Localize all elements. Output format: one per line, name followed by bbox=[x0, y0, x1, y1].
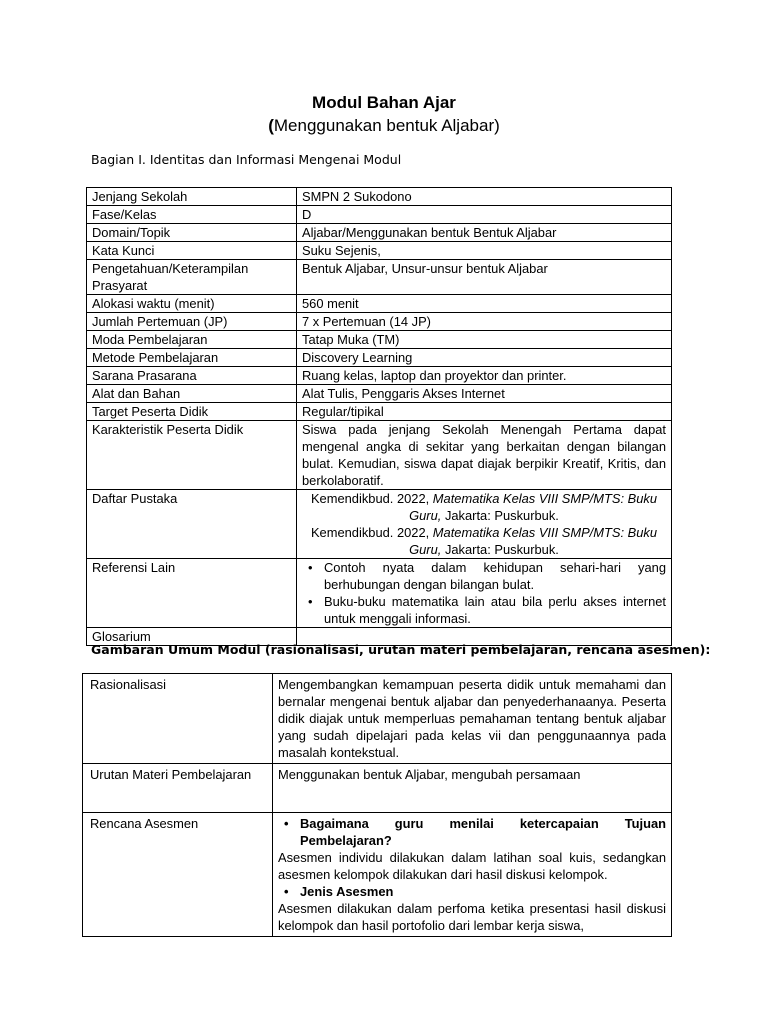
row-label: Kata Kunci bbox=[87, 242, 297, 260]
reference-publisher: Jakarta: Puskurbuk. bbox=[441, 508, 559, 523]
table-row bbox=[87, 403, 672, 421]
table-row bbox=[87, 421, 672, 490]
bullet-icon: • bbox=[284, 884, 289, 899]
section-heading-overview: Gambaran Umum Modul (rasionalisasi, urutan materi pembelajaran, rencana asesmen): bbox=[91, 642, 711, 657]
list-item bbox=[302, 559, 666, 593]
assessment-question: Bagaimana guru menilai ketercapaian Tujuan Pembelajaran? bbox=[300, 816, 666, 848]
reference-item bbox=[302, 524, 666, 558]
assessment-answer: Asesmen individu dilakukan dalam latihan soal kuis, sedangkan asesmen kelompok dilakukan dari hasil diskusi kelompok. bbox=[278, 850, 666, 882]
row-value: Suku Sejenis, bbox=[297, 242, 672, 260]
reference-item bbox=[302, 490, 666, 524]
row-label: Metode Pembelajaran bbox=[87, 349, 297, 367]
table-row bbox=[87, 224, 672, 242]
document-title: Modul Bahan Ajar bbox=[312, 93, 456, 112]
assessment-question: Jenis Asesmen bbox=[300, 884, 394, 899]
row-value: Ruang kelas, laptop dan proyektor dan printer. bbox=[297, 367, 672, 385]
list-item bbox=[278, 815, 666, 849]
overview-table bbox=[82, 673, 672, 937]
reference-title: Matematika Kelas VIII SMP/MTS: Buku Guru, bbox=[409, 525, 658, 557]
row-value: 560 menit bbox=[297, 295, 672, 313]
row-label: Fase/Kelas bbox=[87, 206, 297, 224]
row-value: Siswa pada jenjang Sekolah Menengah Pertama dapat mengenal angka di sekitar yang berkaitan dengan bilangan bulat. Kemudian, siswa dapat diajak berpikir Kreatif, Kritis, dan berkolaboratif. bbox=[297, 421, 672, 490]
bullet-icon: • bbox=[308, 560, 313, 575]
list-item-text: Buku-buku matematika lain atau bila perlu akses internet untuk menggali informasi. bbox=[324, 594, 666, 626]
row-value bbox=[273, 813, 672, 937]
row-label: Glosarium bbox=[87, 628, 297, 646]
reference-author: Kemendikbud. 2022, bbox=[310, 491, 433, 506]
table-row bbox=[87, 331, 672, 349]
subtitle-text: Menggunakan bentuk Aljabar) bbox=[273, 116, 500, 135]
row-label: Jumlah Pertemuan (JP) bbox=[87, 313, 297, 331]
row-value: 7 x Pertemuan (14 JP) bbox=[297, 313, 672, 331]
table-row bbox=[87, 385, 672, 403]
table-row bbox=[87, 206, 672, 224]
row-value: Alat Tulis, Penggaris Akses Internet bbox=[297, 385, 672, 403]
row-value: D bbox=[297, 206, 672, 224]
reference-title: Matematika Kelas VIII SMP/MTS: Buku Guru, bbox=[409, 491, 658, 523]
reference-author: Kemendikbud. 2022, bbox=[310, 525, 433, 540]
row-label: Rencana Asesmen bbox=[83, 813, 273, 937]
reference-bullet-list bbox=[302, 559, 666, 627]
row-value: Aljabar/Menggunakan bentuk Bentuk Aljabar bbox=[297, 224, 672, 242]
row-value: Mengembangkan kemampuan peserta didik untuk memahami dan bernalar mengenai bentuk aljabar dan penyederhanaanya. Peserta didik diajak untuk memperluas pemahaman tentang bentuk aljabar yang sudah dipelajari pada kelas vii dan penggunaannya pada masalah kontekstual. bbox=[273, 674, 672, 764]
table-row bbox=[87, 313, 672, 331]
table-row bbox=[87, 349, 672, 367]
bullet-icon: • bbox=[308, 594, 313, 609]
identity-table bbox=[86, 187, 672, 646]
assessment-list bbox=[278, 815, 666, 849]
section-heading-identity: Bagian I. Identitas dan Informasi Mengenai Modul bbox=[91, 152, 402, 167]
row-value: SMPN 2 Sukodono bbox=[297, 188, 672, 206]
table-row bbox=[87, 559, 672, 628]
row-label: Karakteristik Peserta Didik bbox=[87, 421, 297, 490]
row-label: Alat dan Bahan bbox=[87, 385, 297, 403]
assessment-answer: Asesmen dilakukan dalam perfoma ketika presentasi hasil diskusi kelompok dan hasil portofolio dari lembar kerja siswa, bbox=[278, 901, 666, 933]
document-subtitle bbox=[0, 116, 768, 136]
row-label: Daftar Pustaka bbox=[87, 490, 297, 559]
list-item bbox=[302, 593, 666, 627]
row-value bbox=[297, 559, 672, 628]
row-label: Pengetahuan/Keterampilan Prasyarat bbox=[87, 260, 297, 295]
assessment-list bbox=[278, 883, 666, 900]
table-row bbox=[87, 188, 672, 206]
table-row bbox=[87, 260, 672, 295]
table-row bbox=[83, 674, 672, 764]
row-value: Tatap Muka (TM) bbox=[297, 331, 672, 349]
row-value: Discovery Learning bbox=[297, 349, 672, 367]
row-value: Regular/tipikal bbox=[297, 403, 672, 421]
table-row bbox=[83, 813, 672, 937]
reference-list bbox=[297, 490, 672, 559]
row-label: Alokasi waktu (menit) bbox=[87, 295, 297, 313]
table-row bbox=[87, 490, 672, 559]
reference-publisher: Jakarta: Puskurbuk. bbox=[441, 542, 559, 557]
row-value: Menggunakan bentuk Aljabar, mengubah persamaan bbox=[273, 764, 672, 813]
subtitle-paren: ( bbox=[268, 116, 274, 135]
row-label: Target Peserta Didik bbox=[87, 403, 297, 421]
row-label: Referensi Lain bbox=[87, 559, 297, 628]
bullet-icon: • bbox=[284, 816, 289, 831]
row-label: Rasionalisasi bbox=[83, 674, 273, 764]
row-label: Domain/Topik bbox=[87, 224, 297, 242]
list-item-text: Contoh nyata dalam kehidupan sehari-hari yang berhubungan dengan bilangan bulat. bbox=[324, 560, 666, 592]
row-label: Moda Pembelajaran bbox=[87, 331, 297, 349]
row-label: Jenjang Sekolah bbox=[87, 188, 297, 206]
table-row bbox=[87, 242, 672, 260]
list-item bbox=[278, 883, 666, 900]
row-label: Sarana Prasarana bbox=[87, 367, 297, 385]
row-value: Bentuk Aljabar, Unsur-unsur bentuk Aljabar bbox=[297, 260, 672, 295]
table-row bbox=[87, 295, 672, 313]
row-label: Urutan Materi Pembelajaran bbox=[83, 764, 273, 813]
table-row bbox=[83, 764, 672, 813]
table-row bbox=[87, 367, 672, 385]
